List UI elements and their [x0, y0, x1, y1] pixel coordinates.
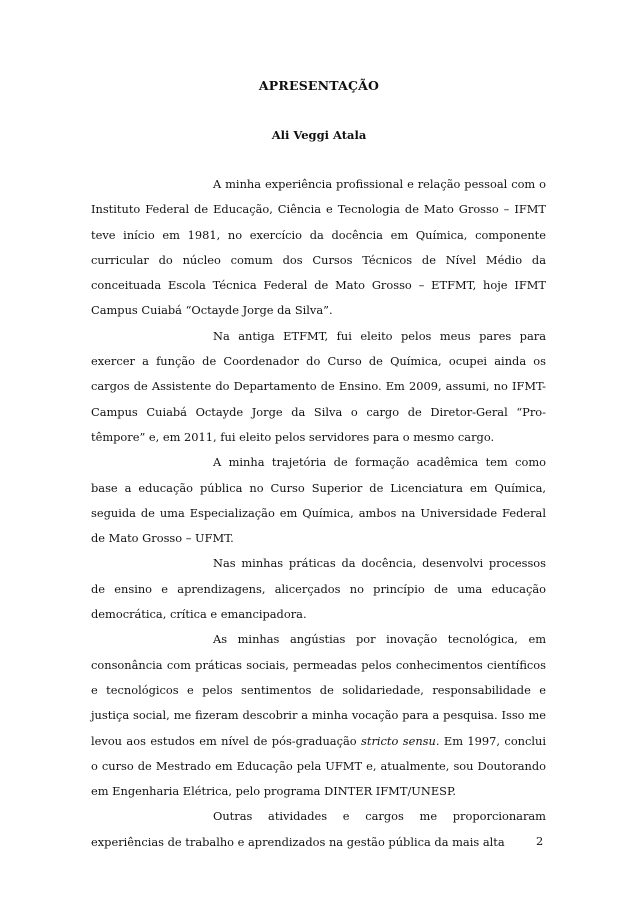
paragraph-positions: Na antiga ETFMT, fui eleito pelos meus pares para exercer a função de Coordenador do Curso de Química, ocupei ainda os cargos de Assistente do Departamento de Ensino. Em 2009, assumi, no IFMT-Campus Cuiabá Octayde Jorge da Silva o cargo de Diretor-Geral “Pro-têmpore” e, em 2011, fui eleito pelos servidores para o mesmo cargo.	[91, 328, 546, 444]
author-name: Ali Veggi Atala	[271, 128, 367, 142]
document-title: APRESENTAÇÃO	[258, 78, 380, 93]
paragraph-teaching: Nas minhas práticas da docência, desenvolvi processos de ensino e aprendizagens, alicerçados no princípio de uma educação democrática, crítica e emancipadora.	[91, 556, 546, 622]
paragraph-education: A minha trajetória de formação acadêmica tem como base a educação pública no Curso Superior de Licenciatura em Química, seguida de uma Especialização em Química, ambos na Universidade Federal de Mato Grosso – UFMT.	[91, 455, 546, 546]
paragraph-research-text-start: As minhas angústias por inovação tecnológica, em consonância com práticas sociais, permeadas pelos conhecimentos científicos e tecnológicos e pelos sentimentos de solidariedade, responsabilidade e justiça social, me fizeram descobrir a minha vocação para a pesquisa. Isso me levou aos estudos em nível de pós-graduação	[91, 632, 546, 748]
paragraph-experience: A minha experiência profissional e relação pessoal com o Instituto Federal de Educação, Ciência e Tecnologia de Mato Grosso – IFMT teve início em 1981, no exercício da docência em Química, componente curricular do núcleo comum dos Cursos Técnicos de Nível Médio da conceituada Escola Técnica Federal de Mato Grosso – ETFMT, hoje IFMT Campus Cuiabá “Octayde Jorge da Silva”.	[91, 177, 546, 318]
paragraph-research-text-end: Em 1997, conclui o curso de Mestrado em Educação pela UFMT e, atualmente, sou Doutorando em Engenharia Elétrica, pelo programa DINTER IFMT/UNESP.	[91, 733, 547, 799]
paragraph-research	[91, 627, 546, 804]
body-text	[91, 172, 546, 855]
page-number: 2	[536, 834, 544, 848]
paragraph-other-activities: Outras atividades e cargos me proporcionaram experiências de trabalho e aprendizados na gestão pública da mais alta	[91, 809, 546, 849]
paragraph-research-italic: stricto sensu.	[361, 733, 440, 748]
